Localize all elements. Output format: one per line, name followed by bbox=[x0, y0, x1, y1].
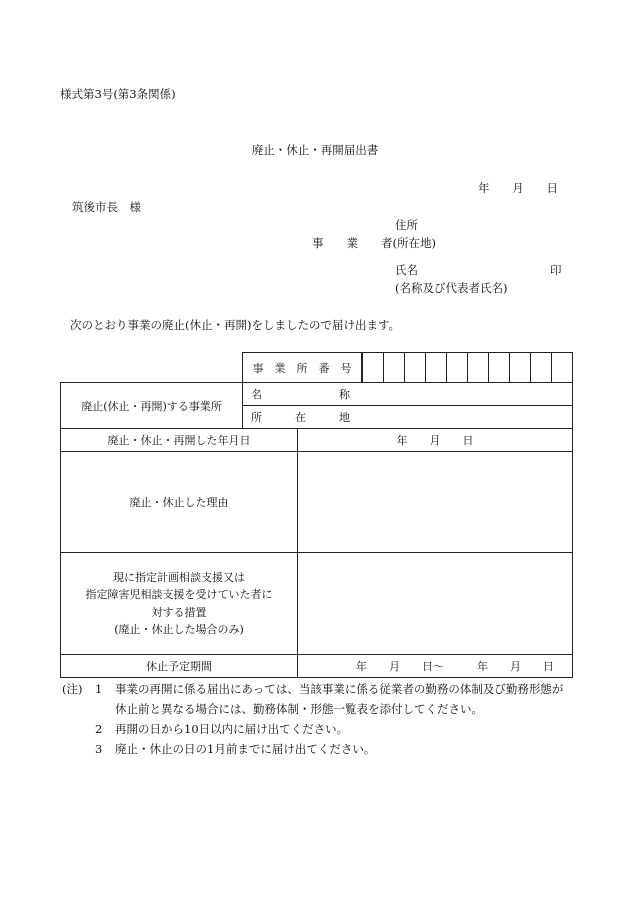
date-field[interactable]: 年 月 日 bbox=[298, 429, 573, 452]
name-label: 氏名 bbox=[395, 263, 418, 277]
office-name-row[interactable] bbox=[243, 383, 573, 406]
reason-field[interactable] bbox=[298, 452, 573, 553]
period-label: 休止予定期間 bbox=[61, 655, 298, 678]
seal-label: 印 bbox=[550, 263, 562, 277]
note-number: 2 bbox=[95, 722, 103, 736]
measures-line: 現に指定計画相談支援又は bbox=[113, 571, 245, 585]
name-note: (名称及び代表者氏名) bbox=[395, 281, 508, 295]
date-label: 廃止・休止・再開した年月日 bbox=[61, 429, 298, 452]
month-label: 月 bbox=[512, 181, 524, 195]
note-number: 3 bbox=[95, 742, 103, 756]
office-location-row[interactable] bbox=[243, 406, 573, 429]
measures-field[interactable] bbox=[298, 553, 573, 655]
measures-line: (廃止・休止した場合のみ) bbox=[114, 622, 244, 636]
form-number: 様式第3号(第3条関係) bbox=[60, 87, 176, 101]
form-table bbox=[60, 352, 573, 678]
intro-text: 次のとおり事業の廃止(休止・再開)をしましたので届け出ます。 bbox=[70, 318, 401, 332]
address-label: 住所 bbox=[395, 218, 418, 232]
reason-label: 廃止・休止した理由 bbox=[61, 452, 298, 553]
office-number-field[interactable] bbox=[362, 353, 573, 383]
notes bbox=[62, 679, 587, 759]
note-line: 事業の再開に係る届出にあっては、当該事業に係る従業者の勤務の体制及び勤務形態が bbox=[115, 682, 564, 696]
period-field[interactable]: 年 月 日～ 年 月 日 bbox=[298, 655, 573, 678]
measures-line: 対する措置 bbox=[151, 605, 207, 619]
note-number: 1 bbox=[95, 682, 103, 696]
measures-line: 指定障害児相談支援を受けていた者に bbox=[85, 588, 273, 602]
business-operator-label: 事 業 者(所在地) bbox=[312, 236, 436, 250]
office-location-label: 所 在 地 bbox=[251, 411, 350, 424]
office-section-label: 廃止(休止・再開)する事業所 bbox=[61, 383, 243, 429]
year-label: 年 bbox=[478, 181, 490, 195]
note-line: 再開の日から10日以内に届け出てください。 bbox=[115, 722, 349, 736]
day-label: 日 bbox=[546, 181, 558, 195]
recipient: 筑後市長 様 bbox=[72, 200, 141, 214]
office-number-label: 事 業 所 番 号 bbox=[243, 353, 362, 383]
measures-label bbox=[61, 553, 298, 655]
page-title: 廃止・休止・再開届出書 bbox=[251, 143, 379, 157]
notes-header: (注) bbox=[62, 682, 83, 696]
note-line: 廃止・休止の日の1月前までに届け出てください。 bbox=[115, 742, 376, 756]
note-line: 休止前と異なる場合には、勤務体制・形態一覧表を添付してください。 bbox=[115, 702, 483, 716]
submission-date bbox=[478, 180, 558, 196]
office-number-row bbox=[61, 353, 573, 383]
office-name-label: 名 称 bbox=[251, 388, 350, 401]
